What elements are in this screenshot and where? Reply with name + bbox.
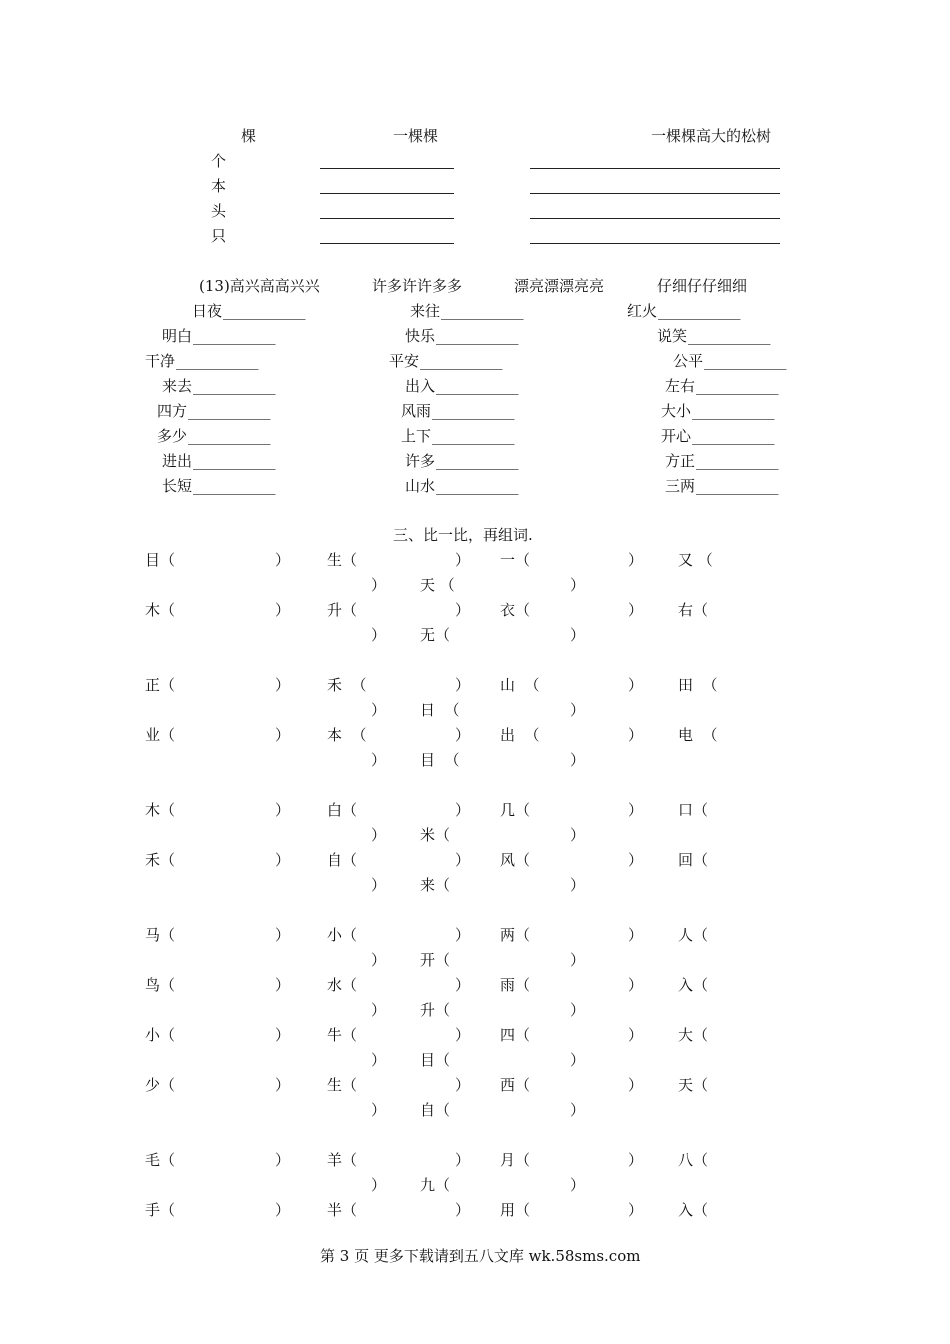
char-prompt: 小（ [145,1026,176,1044]
char-prompt: 业（ [145,726,176,744]
paren-close: ） [570,1176,586,1194]
answer-blank: ___________ [704,352,787,370]
pattern-word: 山水 [405,477,436,495]
char-prompt: 水（ [327,976,358,994]
answer-blank: ___________ [188,402,271,420]
answer-blank-short[interactable] [320,218,454,219]
paren-close: ） [628,676,644,694]
char-prompt: 几（ [500,801,531,819]
measure-header: 棵 [241,127,257,145]
pattern-word: 来往 [410,302,441,320]
paren-close: ） [275,726,291,744]
char-prompt: 无（ [420,626,451,644]
paren-close: ） [570,701,586,719]
paren-close: ） [275,926,291,944]
paren-close: ） [455,1151,471,1169]
paren-close: ） [455,1026,471,1044]
paren-close: ） [455,976,471,994]
char-prompt: 禾（ [145,851,176,869]
char-prompt: 日 （ [420,701,460,719]
paren-close: ） [275,1201,291,1219]
pattern-word: 干净 [145,352,176,370]
paren-close: ） [371,1176,387,1194]
paren-close: ） [371,576,387,594]
paren-close: ） [628,726,644,744]
answer-blank: ___________ [432,427,515,445]
paren-close: ） [570,626,586,644]
pattern-word: 出入 [405,377,436,395]
answer-blank: ___________ [420,352,503,370]
answer-blank: ___________ [692,402,775,420]
answer-blank: ___________ [223,302,306,320]
pattern-word: 日夜 [192,302,223,320]
pattern-word: 上下 [401,427,432,445]
paren-close: ） [455,551,471,569]
paren-close: ） [371,951,387,969]
char-prompt: 马（ [145,926,176,944]
pattern-word: 四方 [157,402,188,420]
answer-blank-long[interactable] [530,193,780,194]
char-prompt: 升（ [420,1001,451,1019]
char-prompt: 羊（ [327,1151,358,1169]
char-prompt: 牛（ [327,1026,358,1044]
char-prompt: 鸟（ [145,976,176,994]
char-prompt: 风（ [500,851,531,869]
pattern-word: 进出 [162,452,193,470]
paren-close: ） [275,551,291,569]
pattern-word: 说笑 [657,327,688,345]
pattern-word: 方正 [665,452,696,470]
answer-blank-long[interactable] [530,243,780,244]
answer-blank: ___________ [188,427,271,445]
pattern-example: (13)高兴高高兴兴 [199,277,320,295]
char-prompt: 电 （ [678,726,718,744]
char-prompt: 入（ [678,976,709,994]
paren-close: ） [371,1051,387,1069]
char-prompt: 出 （ [500,726,540,744]
paren-close: ） [628,801,644,819]
char-prompt: 米（ [420,826,451,844]
char-prompt: 两（ [500,926,531,944]
paren-close: ） [371,701,387,719]
char-prompt: 半（ [327,1201,358,1219]
answer-blank: ___________ [688,327,771,345]
answer-blank: ___________ [692,427,775,445]
answer-blank: ___________ [436,477,519,495]
char-prompt: 来（ [420,876,451,894]
answer-blank: ___________ [696,477,779,495]
char-prompt: 八（ [678,1151,709,1169]
measure-word: 个 [211,152,227,170]
char-prompt: 本 （ [327,726,367,744]
pattern-word: 长短 [162,477,193,495]
paren-close: ） [570,951,586,969]
char-prompt: 入（ [678,1201,709,1219]
paren-close: ） [570,576,586,594]
paren-close: ） [275,851,291,869]
char-prompt: 手（ [145,1201,176,1219]
answer-blank: ___________ [193,377,276,395]
measure-word: 本 [211,177,227,195]
pattern-word: 多少 [157,427,188,445]
char-prompt: 口（ [678,801,709,819]
paren-close: ） [275,976,291,994]
char-prompt: 人（ [678,926,709,944]
paren-close: ） [628,601,644,619]
answer-blank: ___________ [436,377,519,395]
answer-blank: ___________ [696,452,779,470]
pattern-word: 明白 [162,327,193,345]
char-prompt: 九（ [420,1176,451,1194]
paren-close: ） [275,801,291,819]
char-prompt: 西（ [500,1076,531,1094]
pattern-word: 许多 [405,452,436,470]
measure-header: 一棵棵高大的松树 [651,127,772,145]
paren-close: ） [275,676,291,694]
char-prompt: 生（ [327,551,358,569]
char-prompt: 开（ [420,951,451,969]
measure-word: 只 [211,227,227,245]
paren-close: ） [455,801,471,819]
answer-blank: ___________ [193,477,276,495]
answer-blank: ___________ [696,377,779,395]
char-prompt: 目（ [420,1051,451,1069]
paren-close: ） [371,751,387,769]
pattern-word: 大小 [661,402,692,420]
paren-close: ） [628,976,644,994]
paren-close: ） [455,601,471,619]
pattern-word: 快乐 [405,327,436,345]
pattern-word: 左右 [665,377,696,395]
char-prompt: 自（ [327,851,358,869]
paren-close: ） [570,1051,586,1069]
paren-close: ） [275,1026,291,1044]
pattern-word: 开心 [661,427,692,445]
answer-blank: ___________ [436,452,519,470]
answer-blank-short[interactable] [320,243,454,244]
char-prompt: 禾 （ [327,676,367,694]
answer-blank: ___________ [193,452,276,470]
paren-close: ） [628,851,644,869]
char-prompt: 大（ [678,1026,709,1044]
char-prompt: 目 （ [420,751,460,769]
answer-blank: ___________ [436,327,519,345]
pattern-example: 许多许许多多 [372,277,463,295]
char-prompt: 雨（ [500,976,531,994]
char-prompt: 木（ [145,801,176,819]
paren-close: ） [455,726,471,744]
pattern-word: 红火 [627,302,658,320]
answer-blank-short[interactable] [320,168,454,169]
paren-close: ） [455,926,471,944]
answer-blank: ___________ [432,402,515,420]
paren-close: ） [570,751,586,769]
char-prompt: 毛（ [145,1151,176,1169]
char-prompt: 木（ [145,601,176,619]
paren-close: ） [455,851,471,869]
pattern-word: 风雨 [401,402,432,420]
paren-close: ） [455,1076,471,1094]
paren-close: ） [371,826,387,844]
measure-word: 头 [211,202,227,220]
char-prompt: 山 （ [500,676,540,694]
pattern-example: 漂亮漂漂亮亮 [514,277,605,295]
paren-close: ） [628,1151,644,1169]
paren-close: ） [371,626,387,644]
char-prompt: 正（ [145,676,176,694]
char-prompt: 回（ [678,851,709,869]
paren-close: ） [628,1076,644,1094]
char-prompt: 用（ [500,1201,531,1219]
paren-close: ） [455,676,471,694]
answer-blank-short[interactable] [320,193,454,194]
pattern-word: 来去 [162,377,193,395]
char-prompt: 右（ [678,601,709,619]
pattern-word: 公平 [673,352,704,370]
paren-close: ） [455,1201,471,1219]
char-prompt: 一（ [500,551,531,569]
paren-close: ） [628,1201,644,1219]
char-prompt: 自（ [420,1101,451,1119]
section-title: 三、比一比，再组词. [393,526,533,544]
char-prompt: 白（ [327,801,358,819]
paren-close: ） [628,551,644,569]
page-footer: 第 3 页 更多下载请到五八文库 wk.58sms.com [320,1247,641,1265]
char-prompt: 天 （ [420,576,455,594]
char-prompt: 目（ [145,551,176,569]
paren-close: ） [275,601,291,619]
char-prompt: 小（ [327,926,358,944]
paren-close: ） [570,1001,586,1019]
char-prompt: 生（ [327,1076,358,1094]
paren-close: ） [275,1151,291,1169]
paren-close: ） [570,826,586,844]
char-prompt: 四（ [500,1026,531,1044]
char-prompt: 天（ [678,1076,709,1094]
char-prompt: 衣（ [500,601,531,619]
char-prompt: 少（ [145,1076,176,1094]
paren-close: ） [371,1101,387,1119]
paren-close: ） [628,926,644,944]
paren-close: ） [371,876,387,894]
char-prompt: 升（ [327,601,358,619]
measure-header: 一棵棵 [393,127,439,145]
paren-close: ） [570,1101,586,1119]
pattern-word: 平安 [389,352,420,370]
answer-blank: ___________ [441,302,524,320]
pattern-example: 仔细仔仔细细 [657,277,748,295]
paren-close: ） [570,876,586,894]
answer-blank: ___________ [658,302,741,320]
char-prompt: 月（ [500,1151,531,1169]
paren-close: ） [371,1001,387,1019]
char-prompt: 田 （ [678,676,718,694]
answer-blank: ___________ [193,327,276,345]
paren-close: ） [275,1076,291,1094]
answer-blank: ___________ [176,352,259,370]
char-prompt: 又 （ [678,551,713,569]
answer-blank-long[interactable] [530,218,780,219]
answer-blank-long[interactable] [530,168,780,169]
paren-close: ） [628,1026,644,1044]
pattern-word: 三两 [665,477,696,495]
